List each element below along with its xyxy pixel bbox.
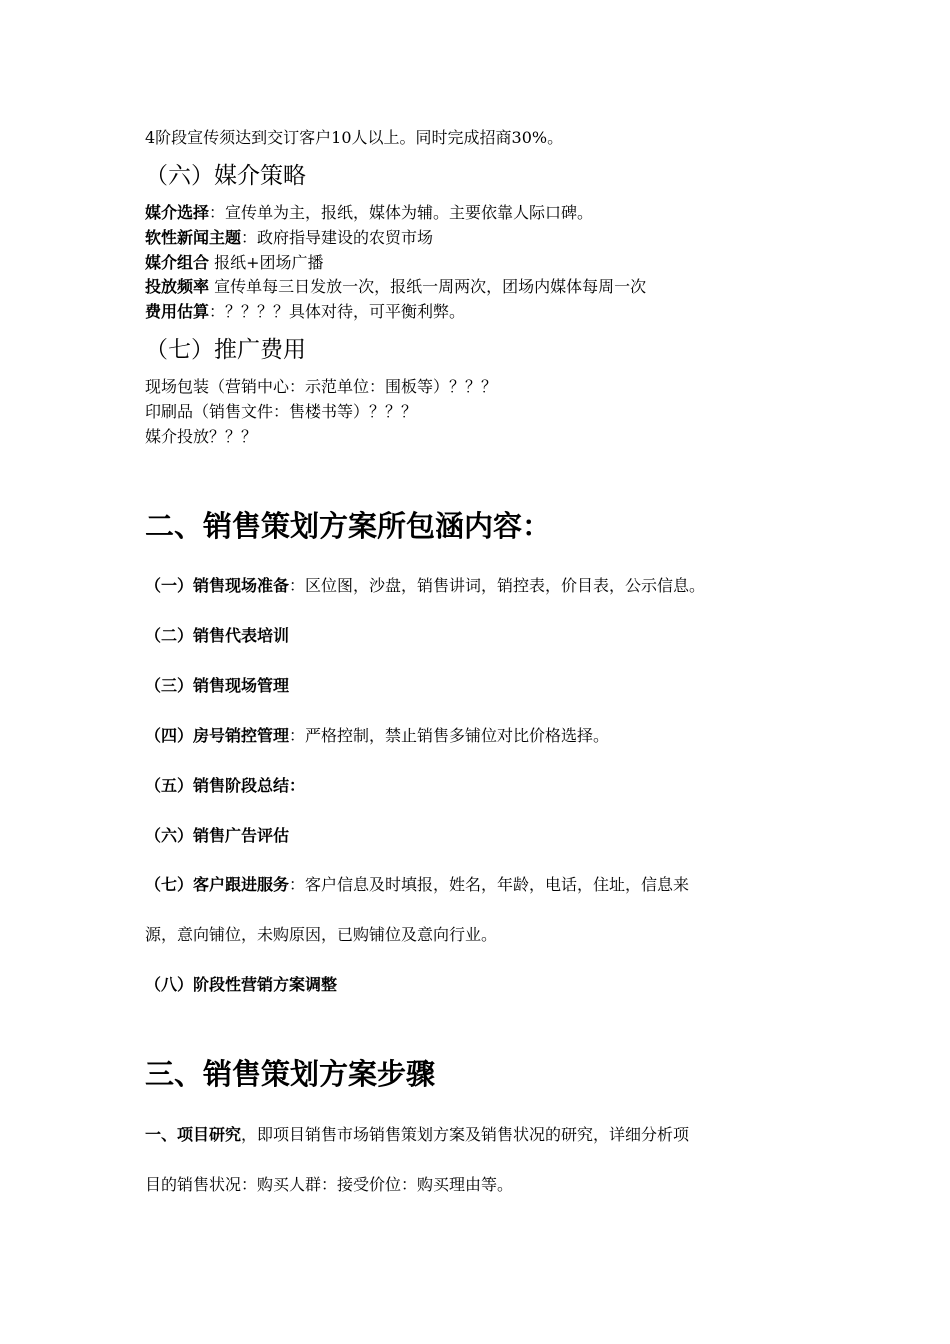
media-item-text: 报纸+团场广播 <box>214 253 324 272</box>
media-item-sep: ： <box>209 302 226 321</box>
promo-item-media: 媒介投放？？？ <box>145 427 258 446</box>
section2-item-3 <box>145 675 289 697</box>
media-item-cost <box>145 301 465 323</box>
media-item-sep: ： <box>209 203 226 222</box>
media-item-label: 软性新闻主题 <box>145 228 242 247</box>
media-item-combination <box>145 252 324 274</box>
item-text: ：严格控制，禁止销售多铺位对比价格选择。 <box>289 726 610 745</box>
media-item-text: 宣传单每三日发放一次，报纸一周两次，团场内媒体每周一次 <box>214 277 647 296</box>
section2-item-7-continuation: 源，意向铺位，未购原因，已购铺位及意向行业。 <box>145 925 498 944</box>
media-item-text: ？？？？具体对待，可平衡利弊。 <box>225 302 466 321</box>
section3-item-1-continuation: 目的销售状况：购买人群：接受价位：购买理由等。 <box>145 1175 514 1194</box>
section2-item-4 <box>145 725 609 747</box>
promo-item-site-package: 现场包装（营销中心：示范单位：围板等）？？？ <box>145 377 498 396</box>
item-label: （三）销售现场管理 <box>145 676 290 695</box>
media-item-news-topic <box>145 227 433 249</box>
media-item-text: 政府指导建设的农贸市场 <box>257 228 434 247</box>
media-item-label: 媒介选择 <box>145 203 210 222</box>
media-item-frequency <box>145 276 646 298</box>
media-item-label: 媒介组合 <box>145 253 210 272</box>
paragraph-stage4-goal: 4阶段宣传须达到交订客户10人以上。同时完成招商30%。 <box>145 128 564 147</box>
media-strategy-heading: （六）媒介策略 <box>145 163 306 189</box>
promo-item-print: 印刷品（销售文件：售楼书等）？？？ <box>145 402 418 421</box>
media-item-selection <box>145 202 593 224</box>
item-label: （二）销售代表培训 <box>145 626 290 645</box>
media-item-sep: ： <box>241 228 258 247</box>
section2-item-7 <box>145 874 689 896</box>
item-text: ：区位图，沙盘，销售讲词，销控表，价目表，公示信息。 <box>289 576 706 595</box>
item-label: （四）房号销控管理 <box>145 726 290 745</box>
section2-item-2 <box>145 625 289 647</box>
section2-item-8: （八）阶段性营销方案调整 <box>145 975 338 994</box>
item-text: ：客户信息及时填报，姓名，年龄，电话，住址，信息来 <box>289 875 690 894</box>
section2-item-1 <box>145 575 705 597</box>
item-label: （七）客户跟进服务 <box>145 875 290 894</box>
section3-heading: 三、销售策划方案步骤 <box>145 1057 436 1091</box>
media-item-text: 宣传单为主，报纸，媒体为辅。主要依靠人际口碑。 <box>225 203 594 222</box>
section2-heading: 二、销售策划方案所包涵内容： <box>145 509 552 543</box>
media-item-label: 费用估算 <box>145 302 210 321</box>
section2-item-5 <box>145 775 305 797</box>
promo-cost-heading: （七）推广费用 <box>145 337 306 363</box>
item-label: （五）销售阶段总结： <box>145 776 306 795</box>
media-item-label: 投放频率 <box>145 277 210 296</box>
item-label: （六）销售广告评估 <box>145 826 290 845</box>
item-text: ，即项目销售市场销售策划方案及销售状况的研究，详细分析项 <box>241 1125 690 1144</box>
section3-item-1 <box>145 1124 689 1146</box>
item-label: （一）销售现场准备 <box>145 576 290 595</box>
section2-item-6 <box>145 825 289 847</box>
item-label: 一、项目研究 <box>145 1125 242 1144</box>
